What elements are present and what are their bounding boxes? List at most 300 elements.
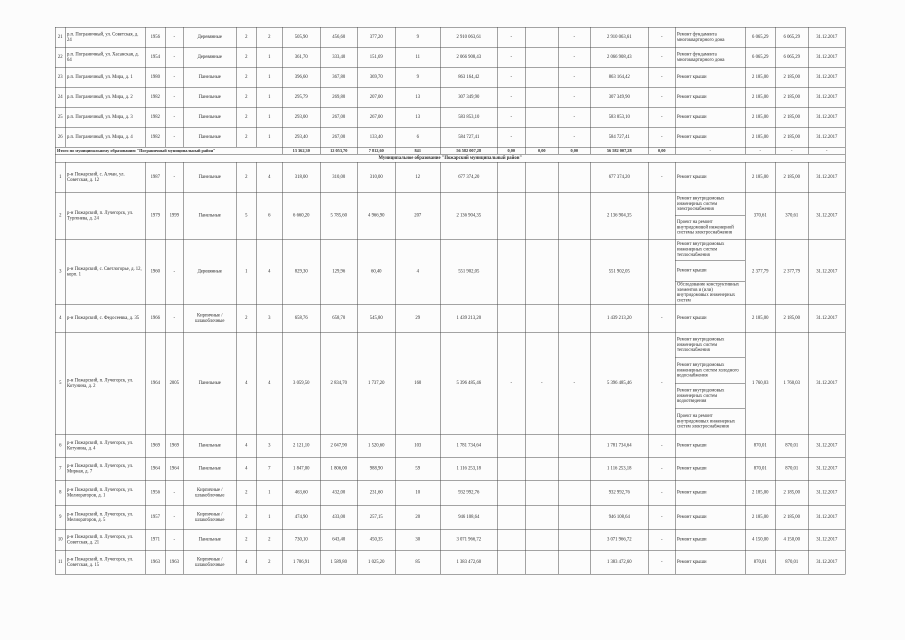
cell-works xyxy=(675,505,745,529)
table-row xyxy=(55,47,845,67)
cell-fund-a xyxy=(497,529,525,550)
cell-floors: 2 xyxy=(236,304,256,332)
cell-fund-a: - xyxy=(497,332,525,434)
cell-cost-owners: 583 853,10 xyxy=(590,107,648,127)
cell-fund-a xyxy=(497,162,525,192)
cell-address: р-н Пожарский, п. Лучегорск, ул. Советская, д. 15 xyxy=(65,550,145,574)
cell-year-reconstruction: 2005 xyxy=(165,332,183,434)
cell-completion-date: 31.12.2017 xyxy=(808,304,845,332)
cell-fund-a xyxy=(497,239,525,304)
cell-fund-d: - xyxy=(648,505,675,529)
cell-year-reconstruction: - xyxy=(165,162,183,192)
cell-unit-cost-max: 2 185,00 xyxy=(775,480,808,505)
cell-area-premises: 1 589,80 xyxy=(320,550,357,574)
cell-works xyxy=(675,107,745,127)
cell-fund-d: - xyxy=(648,127,675,147)
cell-area-residential: 369,70 xyxy=(357,67,395,87)
cell-address: р-н Пожарский, п. Лучегорск, ул. Тургенева, д. 24 xyxy=(65,192,145,239)
cell-fund-a: - xyxy=(497,27,525,47)
cell-cost-owners: 2 066 908,43 xyxy=(590,47,648,67)
cell-cost-total: 2 136 904,35 xyxy=(440,192,497,239)
cell-cost-owners: 307 349,90 xyxy=(590,87,648,107)
cell-floors: 2 xyxy=(236,87,256,107)
cell-floors: 4 xyxy=(236,457,256,480)
cell-fund-b xyxy=(525,239,558,304)
work-item: Ремонт крыши xyxy=(677,559,707,565)
cell-works xyxy=(675,192,745,239)
cell-residents: 10 xyxy=(395,480,440,505)
work-item: Ремонт крыши xyxy=(677,94,707,100)
cell-residents: 13 xyxy=(395,87,440,107)
cell-cost-total: 1 439 213,20 xyxy=(440,304,497,332)
cell-entrances: 1 xyxy=(256,107,282,127)
cell-address: р.п. Пограничный, ул. Хасанская, д. 64 xyxy=(65,47,145,67)
cell-residents: 11 xyxy=(395,47,440,67)
cell-wall-material: Панельные xyxy=(183,332,236,434)
works-list xyxy=(676,506,746,530)
cell-cost-owners: 2 136 904,35 xyxy=(590,192,648,239)
cell-works xyxy=(675,434,745,457)
work-item: Ремонт крыши xyxy=(677,315,707,321)
work-item: Ремонт внутридомовых инженерных систем электроснабжения xyxy=(677,195,725,212)
cell-fund-d: - xyxy=(648,107,675,127)
cell-area-residential: 988,90 xyxy=(357,457,395,480)
cell-fund-c xyxy=(558,457,590,480)
cell-completion-date: 31.12.2017 xyxy=(808,27,845,47)
cell-address: р-н Пожарский, с. Федосеевка, д. 35 xyxy=(65,304,145,332)
cell-area-total: 3 059,50 xyxy=(282,332,320,434)
table-row xyxy=(55,529,845,550)
cell-wall-material: Панельные xyxy=(183,192,236,239)
cell-fund-d: - xyxy=(648,27,675,47)
work-item: Проект на ремонт внутридомовой инженерной системы электроснабжения xyxy=(676,216,746,240)
cell-completion-date: 31.12.2017 xyxy=(808,127,845,147)
work-item: Ремонт крыши xyxy=(677,537,707,543)
cell-address: р-н Пожарский, п. Лучегорск, ул. Мирная, д. 7 xyxy=(65,457,145,480)
cell-floors: 2 xyxy=(236,47,256,67)
cell-year-built: 1987 xyxy=(145,162,165,192)
cell-cost-total: 3 071 966,72 xyxy=(440,529,497,550)
cell-fund-d: - xyxy=(648,47,675,67)
cell-fund-c xyxy=(558,529,590,550)
cell-fund-b xyxy=(525,480,558,505)
cell-residents: 30 xyxy=(395,529,440,550)
cell-fund-c: - xyxy=(558,107,590,127)
table-row xyxy=(55,127,845,147)
cell-floors: 2 xyxy=(236,505,256,529)
cell-completion-date: 31.12.2017 xyxy=(808,239,845,304)
cell-year-built: 1980 xyxy=(145,67,165,87)
cell-area-total: 293,40 xyxy=(282,127,320,147)
works-list xyxy=(676,435,746,458)
cell-floors: 4 xyxy=(236,550,256,574)
cell-area-premises: 1 806,00 xyxy=(320,457,357,480)
cell-area-total: 293,00 xyxy=(282,107,320,127)
subtotal-area-residential: 7 812,60 xyxy=(357,147,395,154)
cell-wall-material: Деревянные xyxy=(183,239,236,304)
cell-cost-total: 1 781 734,64 xyxy=(440,434,497,457)
cell-residents: 207 xyxy=(395,192,440,239)
capital-repair-table xyxy=(55,27,846,575)
cell-fund-d: - xyxy=(648,162,675,192)
work-item: Ремонт фундамента многоквартирного дома xyxy=(677,31,725,43)
cell-residents: 59 xyxy=(395,457,440,480)
cell-year-reconstruction: 1969 xyxy=(165,434,183,457)
cell-row-number: 2 xyxy=(55,192,65,239)
cell-fund-b xyxy=(525,192,558,239)
cell-wall-material: Кирпичные / шлакоблочные xyxy=(183,480,236,505)
table-row xyxy=(55,434,845,457)
cell-wall-material: Панельные xyxy=(183,107,236,127)
cell-area-premises: 5 785,60 xyxy=(320,192,357,239)
work-item: Ремонт крыши xyxy=(677,174,707,180)
cell-floors: 1 xyxy=(236,239,256,304)
cell-entrances: 4 xyxy=(256,239,282,304)
cell-entrances: 7 xyxy=(256,457,282,480)
work-item: Ремонт крыши xyxy=(677,443,707,449)
cell-row-number: 26 xyxy=(55,127,65,147)
cell-year-built: 1982 xyxy=(145,107,165,127)
cell-area-premises: 267,00 xyxy=(320,127,357,147)
work-item: Ремонт фундамента многоквартирного дома xyxy=(677,51,725,63)
cell-entrances: 3 xyxy=(256,434,282,457)
cell-unit-cost: 2 185,00 xyxy=(745,87,775,107)
cell-cost-owners: 946 108,64 xyxy=(590,505,648,529)
cell-unit-cost: 4 150,00 xyxy=(745,529,775,550)
cell-entrances: 1 xyxy=(256,480,282,505)
cell-address: р-н Пожарский, п. Лучегорск, ул. Мелиораторов, д. 5 xyxy=(65,505,145,529)
works-list xyxy=(676,481,746,506)
cell-year-built: 1960 xyxy=(145,239,165,304)
subtotal-fund-b: 0,00 xyxy=(525,147,558,154)
cell-cost-total: 932 992,76 xyxy=(440,480,497,505)
cell-entrances: 2 xyxy=(256,550,282,574)
cell-fund-d: - xyxy=(648,457,675,480)
work-item: Ремонт крыши xyxy=(676,260,746,281)
table-row xyxy=(55,27,845,47)
work-item: Проект на ремонт внутридомовых инженерных систем электроснабжения xyxy=(676,409,746,435)
cell-cost-owners: 1 383 472,60 xyxy=(590,550,648,574)
cell-cost-total: 1 383 472,60 xyxy=(440,550,497,574)
cell-floors: 4 xyxy=(236,434,256,457)
cell-area-residential: 1 520,60 xyxy=(357,434,395,457)
cell-address: р.п. Пограничный, ул. Мира, д. 2 xyxy=(65,87,145,107)
works-list xyxy=(676,108,746,128)
cell-fund-b xyxy=(525,127,558,147)
cell-fund-d: - xyxy=(648,550,675,574)
table-row xyxy=(55,304,845,332)
cell-fund-b xyxy=(525,529,558,550)
subtotal-unit-cost-max: - xyxy=(775,147,808,154)
subtotal-area-premises: 12 053,70 xyxy=(320,147,357,154)
cell-fund-c xyxy=(558,192,590,239)
cell-fund-c xyxy=(558,304,590,332)
table-row xyxy=(55,550,845,574)
works-list xyxy=(676,551,746,575)
cell-fund-c xyxy=(558,505,590,529)
cell-fund-c: - xyxy=(558,332,590,434)
cell-area-premises: 310,00 xyxy=(320,162,357,192)
cell-area-total: 658,76 xyxy=(282,304,320,332)
cell-wall-material: Панельные xyxy=(183,457,236,480)
cell-fund-d: - xyxy=(648,529,675,550)
cell-area-premises: 456,60 xyxy=(320,27,357,47)
cell-area-premises: 267,00 xyxy=(320,107,357,127)
cell-completion-date: 31.12.2017 xyxy=(808,47,845,67)
cell-area-total: 361,70 xyxy=(282,47,320,67)
cell-address: р-н Пожарский, п. Лучегорск, ул. Советская, д. 21 xyxy=(65,529,145,550)
work-item: Ремонт крыши xyxy=(677,490,707,496)
cell-fund-c: - xyxy=(558,27,590,47)
cell-area-residential: 257,15 xyxy=(357,505,395,529)
cell-entrances: 3 xyxy=(256,304,282,332)
cell-unit-cost-max: 1 760,03 xyxy=(775,332,808,434)
cell-wall-material: Деревянные xyxy=(183,47,236,67)
cell-unit-cost: 2 185,00 xyxy=(745,505,775,529)
cell-wall-material: Панельные xyxy=(183,87,236,107)
cell-unit-cost-max: 2 185,00 xyxy=(775,304,808,332)
cell-unit-cost-max: 870,01 xyxy=(775,550,808,574)
work-item: Ремонт крыши xyxy=(677,134,707,140)
cell-unit-cost-max: 6 065,29 xyxy=(775,27,808,47)
cell-works xyxy=(675,457,745,480)
cell-year-reconstruction: 1999 xyxy=(165,192,183,239)
cell-area-residential: 151,69 xyxy=(357,47,395,67)
cell-unit-cost: 6 065,29 xyxy=(745,27,775,47)
table-body xyxy=(55,27,845,574)
works-list xyxy=(676,530,746,551)
cell-fund-d: - xyxy=(648,67,675,87)
cell-residents: 4 xyxy=(395,239,440,304)
table-row xyxy=(55,87,845,107)
cell-works xyxy=(675,67,745,87)
cell-works xyxy=(675,162,745,192)
works-list xyxy=(676,128,746,148)
cell-area-premises: 432,00 xyxy=(320,480,357,505)
cell-area-total: 1 847,00 xyxy=(282,457,320,480)
cell-area-residential: 231,60 xyxy=(357,480,395,505)
table-row xyxy=(55,332,845,434)
cell-area-premises: 433,00 xyxy=(320,505,357,529)
works-list xyxy=(676,193,746,240)
table-wrapper xyxy=(55,27,845,575)
cell-completion-date: 31.12.2017 xyxy=(808,192,845,239)
cell-row-number: 3 xyxy=(55,239,65,304)
cell-area-total: 829,30 xyxy=(282,239,320,304)
cell-fund-b xyxy=(525,304,558,332)
cell-area-residential: 267,00 xyxy=(357,107,395,127)
cell-year-reconstruction: - xyxy=(165,107,183,127)
cell-completion-date: 31.12.2017 xyxy=(808,550,845,574)
cell-year-reconstruction: - xyxy=(165,47,183,67)
cell-fund-d: - xyxy=(648,332,675,434)
cell-unit-cost: 1 760,03 xyxy=(745,332,775,434)
work-item: Ремонт внутридомовых инженерных систем холодного водоснабжения xyxy=(676,358,746,384)
cell-wall-material: Кирпичные / шлакоблочные xyxy=(183,505,236,529)
cell-row-number: 6 xyxy=(55,434,65,457)
cell-completion-date: 31.12.2017 xyxy=(808,87,845,107)
cell-year-reconstruction: 1963 xyxy=(165,550,183,574)
cell-unit-cost: 2 185,00 xyxy=(745,162,775,192)
subtotal-fund-c: 0,00 xyxy=(558,147,590,154)
cell-fund-c xyxy=(558,550,590,574)
cell-area-total: 1 706,91 xyxy=(282,550,320,574)
cell-works xyxy=(675,529,745,550)
cell-cost-owners: 1 439 213,20 xyxy=(590,304,648,332)
work-item: Обследование конструктивных элементов и (или) внутридомовых инженерных систем xyxy=(676,281,746,304)
cell-address: р-н Пожарский, п. Лучегорск, ул. Котунина, д. 4 xyxy=(65,434,145,457)
subtotal-works: - xyxy=(675,147,745,154)
cell-unit-cost: 2 185,00 xyxy=(745,67,775,87)
cell-area-total: 505,90 xyxy=(282,27,320,47)
cell-completion-date: 31.12.2017 xyxy=(808,529,845,550)
cell-fund-a xyxy=(497,480,525,505)
cell-residents: 29 xyxy=(395,304,440,332)
work-item: Ремонт внутридомовых инженерных систем теплоснабжения xyxy=(677,241,725,258)
cell-address: р.п. Пограничный, ул. Советская, д. 24 xyxy=(65,27,145,47)
table-row xyxy=(55,505,845,529)
works-list xyxy=(676,333,746,435)
cell-year-reconstruction: - xyxy=(165,67,183,87)
cell-cost-owners: 1 781 734,64 xyxy=(590,434,648,457)
cell-fund-c: - xyxy=(558,47,590,67)
cell-cost-owners: 677 374,20 xyxy=(590,162,648,192)
cell-fund-d xyxy=(648,192,675,239)
cell-fund-c xyxy=(558,480,590,505)
cell-row-number: 9 xyxy=(55,505,65,529)
cell-row-number: 24 xyxy=(55,87,65,107)
cell-fund-b xyxy=(525,434,558,457)
cell-unit-cost: 6 065,29 xyxy=(745,47,775,67)
cell-year-built: 1966 xyxy=(145,304,165,332)
cell-wall-material: Панельные xyxy=(183,162,236,192)
cell-fund-a xyxy=(497,505,525,529)
cell-fund-c xyxy=(558,434,590,457)
cell-area-premises: 333,40 xyxy=(320,47,357,67)
cell-year-built: 1982 xyxy=(145,127,165,147)
section-header-row xyxy=(55,154,845,162)
cell-year-reconstruction: - xyxy=(165,27,183,47)
cell-floors: 2 xyxy=(236,529,256,550)
table-row xyxy=(55,457,845,480)
cell-fund-a xyxy=(497,192,525,239)
cell-row-number: 11 xyxy=(55,550,65,574)
cell-area-premises: 269,80 xyxy=(320,87,357,107)
cell-cost-total: 677 374,20 xyxy=(440,162,497,192)
cell-fund-a: - xyxy=(497,87,525,107)
cell-cost-total: 863 164,42 xyxy=(440,67,497,87)
cell-residents: 160 xyxy=(395,332,440,434)
cell-completion-date: 31.12.2017 xyxy=(808,434,845,457)
cell-area-residential: 545,80 xyxy=(357,304,395,332)
cell-completion-date: 31.12.2017 xyxy=(808,107,845,127)
cell-wall-material: Панельные xyxy=(183,434,236,457)
cell-row-number: 21 xyxy=(55,27,65,47)
cell-unit-cost-max: 4 150,00 xyxy=(775,529,808,550)
cell-year-reconstruction: - xyxy=(165,304,183,332)
cell-fund-b xyxy=(525,457,558,480)
cell-cost-total: 5 396 485,46 xyxy=(440,332,497,434)
cell-unit-cost: 2 377,79 xyxy=(745,239,775,304)
subtotal-cost-owners: 56 582 007,28 xyxy=(590,147,648,154)
subtotal-row xyxy=(55,147,845,154)
cell-fund-b xyxy=(525,107,558,127)
cell-fund-b xyxy=(525,27,558,47)
work-item: Ремонт крыши xyxy=(677,514,707,520)
cell-fund-a xyxy=(497,304,525,332)
cell-unit-cost-max: 6 065,29 xyxy=(775,47,808,67)
cell-fund-d: - xyxy=(648,304,675,332)
cell-entrances: 6 xyxy=(256,192,282,239)
cell-area-residential: 1 025,20 xyxy=(357,550,395,574)
section-title: Муниципальное образование "Пожарский муниципальный район" xyxy=(55,154,845,162)
cell-wall-material: Панельные xyxy=(183,67,236,87)
cell-works xyxy=(675,332,745,434)
cell-works xyxy=(675,550,745,574)
cell-residents: 9 xyxy=(395,27,440,47)
cell-row-number: 4 xyxy=(55,304,65,332)
cell-unit-cost: 370,61 xyxy=(745,192,775,239)
cell-area-premises: 658,70 xyxy=(320,304,357,332)
cell-cost-owners: 863 164,42 xyxy=(590,67,648,87)
cell-year-built: 1964 xyxy=(145,332,165,434)
cell-fund-a: - xyxy=(497,67,525,87)
cell-works xyxy=(675,47,745,67)
document-page xyxy=(55,27,846,579)
cell-floors: 2 xyxy=(236,480,256,505)
cell-area-residential: 4 966,90 xyxy=(357,192,395,239)
cell-works xyxy=(675,27,745,47)
cell-cost-owners: 551 902,05 xyxy=(590,239,648,304)
cell-year-reconstruction: - xyxy=(165,505,183,529)
works-list xyxy=(676,305,746,333)
cell-unit-cost-max: 370,61 xyxy=(775,192,808,239)
subtotal-residents: 841 xyxy=(395,147,440,154)
cell-cost-total: 584 727,41 xyxy=(440,127,497,147)
cell-unit-cost-max: 2 185,00 xyxy=(775,67,808,87)
cell-year-reconstruction: - xyxy=(165,529,183,550)
cell-unit-cost: 2 185,00 xyxy=(745,480,775,505)
cell-fund-b xyxy=(525,505,558,529)
cell-residents: 9 xyxy=(395,67,440,87)
cell-cost-owners: 5 396 485,46 xyxy=(590,332,648,434)
cell-unit-cost: 870,01 xyxy=(745,550,775,574)
cell-year-built: 1957 xyxy=(145,505,165,529)
cell-address: р.п. Пограничный, ул. Мира, д. 1 xyxy=(65,67,145,87)
cell-row-number: 5 xyxy=(55,332,65,434)
cell-year-reconstruction: - xyxy=(165,127,183,147)
work-item: Ремонт внутридомовых инженерных систем теплоснабжения xyxy=(677,336,725,353)
cell-floors: 2 xyxy=(236,67,256,87)
cell-area-total: 463,60 xyxy=(282,480,320,505)
cell-cost-total: 1 116 253,18 xyxy=(440,457,497,480)
cell-area-total: 396,60 xyxy=(282,67,320,87)
cell-fund-a xyxy=(497,457,525,480)
cell-year-reconstruction: - xyxy=(165,480,183,505)
cell-unit-cost: 2 185,00 xyxy=(745,107,775,127)
cell-entrances: 2 xyxy=(256,27,282,47)
cell-area-residential: 60,40 xyxy=(357,239,395,304)
table-row xyxy=(55,192,845,239)
cell-address: р-н Пожарский, п. Лучегорск, ул. Котунина, д. 2 xyxy=(65,332,145,434)
cell-address: р.п. Пограничный, ул. Мира, д. 4 xyxy=(65,127,145,147)
cell-cost-total: 307 349,90 xyxy=(440,87,497,107)
cell-completion-date: 31.12.2017 xyxy=(808,162,845,192)
cell-wall-material: Деревянные xyxy=(183,27,236,47)
cell-floors: 5 xyxy=(236,192,256,239)
cell-fund-c: - xyxy=(558,67,590,87)
cell-unit-cost-max: 2 185,00 xyxy=(775,107,808,127)
